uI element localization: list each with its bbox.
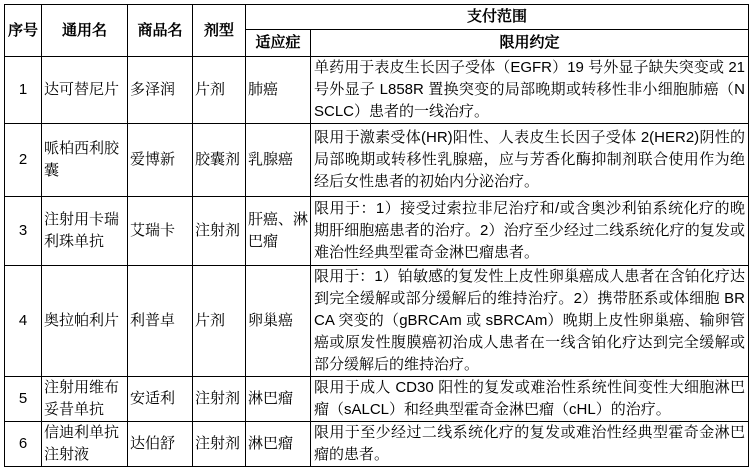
cell-dosage-form: 注射剂 [193, 422, 246, 467]
cell-brand-name: 多泽润 [128, 57, 193, 124]
cell-brand-name: 利普卓 [128, 266, 193, 377]
table-row [5, 422, 749, 467]
cell-brand-name: 安适利 [128, 377, 193, 422]
header-dosage-form: 剂型 [193, 5, 246, 57]
table-row [5, 124, 749, 197]
cell-dosage-form: 注射剂 [193, 377, 246, 422]
cell-dosage-form: 片剂 [193, 266, 246, 377]
cell-restriction: 限用于：1）铂敏感的复发性上皮性卵巢癌成人患者在含铂化疗达到完全缓解或部分缓解后的维持治疗。2）携带胚系或体细胞 BRCA 突变的（gBRCAm 或 sBRCAm）晚期上皮性卵巢癌、输卵管癌或原发性腹膜癌初治成人患者在一线含铂化疗达到完全缓解或部分缓解后的维持治疗。 [311, 266, 749, 377]
table-row [5, 266, 749, 377]
cell-generic-name: 哌柏西利胶囊 [42, 124, 128, 197]
table-row [5, 57, 749, 124]
cell-dosage-form: 注射剂 [193, 197, 246, 266]
cell-restriction: 单药用于表皮生长因子受体（EGFR）19 号外显子缺失突变或 21 号外显子 L858R 置换突变的局部晚期或转移性非小细胞肺癌（NSCLC）患者的一线治疗。 [311, 57, 749, 124]
cell-restriction: 限用于至少经过二线系统化疗的复发或难治性经典型霍奇金淋巴瘤的患者。 [311, 422, 749, 467]
cell-index: 3 [5, 197, 42, 266]
cell-generic-name: 奥拉帕利片 [42, 266, 128, 377]
cell-brand-name: 艾瑞卡 [128, 197, 193, 266]
cell-restriction: 限用于成人 CD30 阳性的复发或难治性系统性间变性大细胞淋巴瘤（sALCL）和经典型霍奇金淋巴瘤（cHL）的治疗。 [311, 377, 749, 422]
header-brand-name: 商品名 [128, 5, 193, 57]
cell-brand-name: 达伯舒 [128, 422, 193, 467]
cell-indication: 肝癌、淋巴瘤 [246, 197, 311, 266]
cell-index: 5 [5, 377, 42, 422]
cell-brand-name: 爱博新 [128, 124, 193, 197]
cell-indication: 卵巢癌 [246, 266, 311, 377]
header-indication: 适应症 [246, 30, 311, 57]
cell-index: 6 [5, 422, 42, 467]
drug-payment-scope-table [4, 4, 749, 467]
cell-dosage-form: 胶囊剂 [193, 124, 246, 197]
cell-indication: 肺癌 [246, 57, 311, 124]
header-index: 序号 [5, 5, 42, 57]
cell-indication: 淋巴瘤 [246, 377, 311, 422]
cell-generic-name: 注射用维布妥昔单抗 [42, 377, 128, 422]
cell-index: 4 [5, 266, 42, 377]
cell-generic-name: 信迪利单抗注射液 [42, 422, 128, 467]
cell-index: 2 [5, 124, 42, 197]
cell-indication: 乳腺癌 [246, 124, 311, 197]
cell-index: 1 [5, 57, 42, 124]
table-row [5, 377, 749, 422]
cell-restriction: 限用于：1）接受过索拉非尼治疗和/或含奥沙利铂系统化疗的晚期肝细胞癌患者的治疗。2）治疗至少经过二线系统化疗的复发或难治性经典型霍奇金淋巴瘤患者。 [311, 197, 749, 266]
header-payment-scope: 支付范围 [246, 5, 749, 30]
cell-generic-name: 达可替尼片 [42, 57, 128, 124]
header-generic-name: 通用名 [42, 5, 128, 57]
header-restriction: 限用约定 [311, 30, 749, 57]
cell-generic-name: 注射用卡瑞利珠单抗 [42, 197, 128, 266]
cell-restriction: 限用于激素受体(HR)阳性、人表皮生长因子受体 2(HER2)阴性的局部晚期或转移性乳腺癌，应与芳香化酶抑制剂联合使用作为绝经后女性患者的初始内分泌治疗。 [311, 124, 749, 197]
table-row [5, 197, 749, 266]
cell-indication: 淋巴瘤 [246, 422, 311, 467]
cell-dosage-form: 片剂 [193, 57, 246, 124]
